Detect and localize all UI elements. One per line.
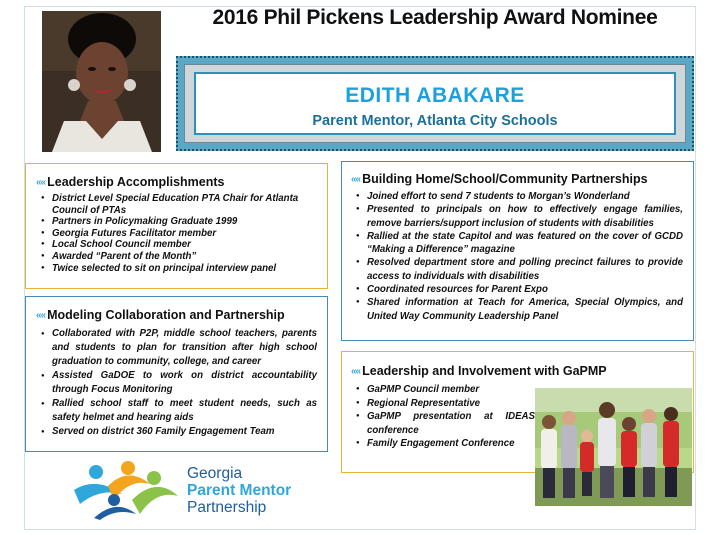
double-chevron-icon: «« [36, 310, 46, 321]
group-photo [535, 388, 692, 506]
list-item: ● Assisted GaDOE to work on district accountability through Focus Monitoring [52, 369, 317, 397]
collaboration-list [36, 327, 317, 439]
nominee-banner [176, 56, 694, 151]
page-title: 2016 Phil Pickens Leadership Award Nominee [212, 6, 658, 29]
list-item: ● Regional Representative [367, 397, 535, 411]
list-item: ● Presented to principals on how to effectively engage families, remove barriers/support inclusion of students with disabilities [367, 203, 683, 230]
section-heading: «« Leadership Accomplishments [36, 175, 225, 189]
double-chevron-icon: «« [351, 366, 361, 377]
list-item: ● Local School Council member [52, 239, 327, 251]
list-item: ● Rallied at the state Capitol and was featured on the cover of GCDD “Making a Difference” magazine [367, 230, 683, 257]
double-chevron-icon: «« [351, 174, 361, 185]
list-item: ● Coordinated resources for Parent Expo [367, 283, 683, 296]
modeling-collaboration-box [25, 296, 328, 452]
section-heading: «« Building Home/School/Community Partnerships [351, 172, 648, 186]
list-item: ● Rallied school staff to meet student needs, such as safety helmet and hearing aids [52, 397, 317, 425]
nominee-role: Parent Mentor, Atlanta City Schools [312, 113, 558, 129]
list-item: ● Partners in Policymaking Graduate 1999 [52, 216, 327, 228]
list-item: ● Served on district 360 Family Engagement Team [52, 425, 317, 439]
list-item: ● Awarded “Parent of the Month” [52, 251, 327, 263]
list-item: ● GaPMP Council member [367, 383, 535, 397]
gapmp-logo [70, 460, 330, 520]
list-item: ● Collaborated with P2P, middle school teachers, parents and students to plan for transition after high school graduation to community, college, and career [52, 327, 317, 369]
list-item: ● District Level Special Education PTA Chair for Atlanta Council of PTAs [52, 193, 327, 216]
list-item: ● Shared information at Teach for America, Special Olympics, and United Way Community Leadership Panel [367, 296, 683, 323]
nominee-portrait [42, 11, 161, 152]
list-item: ● Family Engagement Conference [367, 437, 535, 451]
list-item: ● GaPMP presentation at IDEAS conference [367, 410, 535, 437]
accomplishments-list [36, 193, 327, 274]
leadership-accomplishments-box [25, 163, 328, 289]
double-chevron-icon: «« [36, 177, 46, 188]
list-item: ● Joined effort to send 7 students to Morgan’s Wonderland [367, 190, 683, 203]
list-item: ● Georgia Futures Facilitator member [52, 228, 327, 240]
list-item: ● Resolved department store and polling precinct failures to provide access to individuals with disabilities [367, 256, 683, 283]
building-partnerships-box [341, 161, 694, 341]
partnership-figures-icon [70, 460, 182, 520]
section-heading: «« Modeling Collaboration and Partnership [36, 308, 285, 322]
logo-wordmark: Georgia Parent Mentor Partnership [187, 465, 292, 516]
list-item: ● Twice selected to sit on principal interview panel [52, 263, 327, 275]
gapmp-list [351, 383, 535, 451]
partnerships-list [351, 190, 683, 323]
nominee-name: EDITH ABAKARE [345, 84, 525, 107]
section-heading: «« Leadership and Involvement with GaPMP [351, 364, 607, 378]
